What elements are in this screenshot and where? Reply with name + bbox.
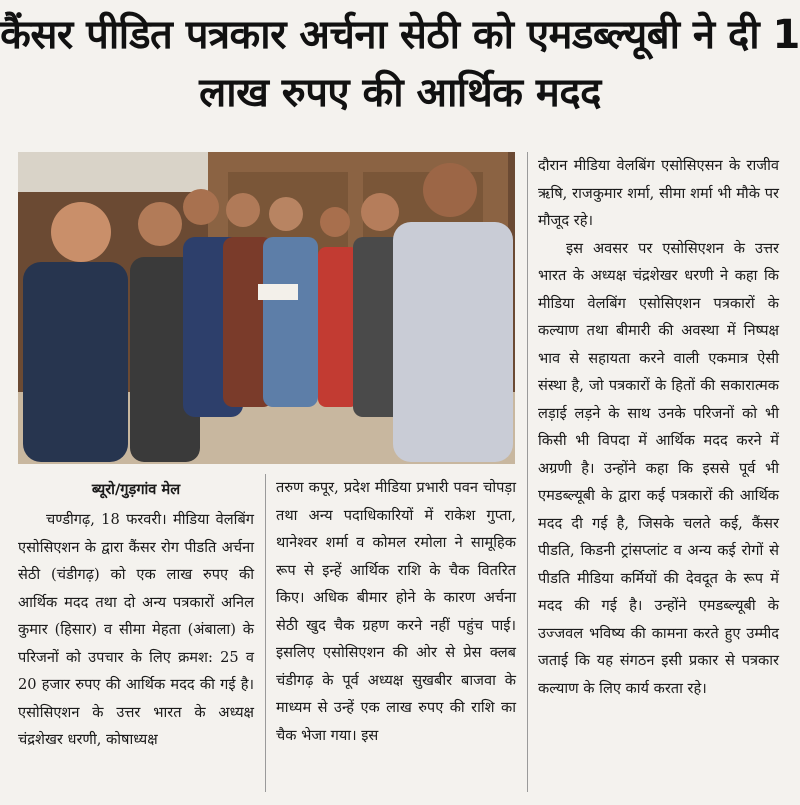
column-divider [527,152,528,792]
group-photo-image [18,152,515,464]
paragraph: चण्डीगढ़, 18 फरवरी। मीडिया वेलबिंग एसोसिएशन के द्वारा कैंसर रोग पीडति अर्चना सेठी (चंडीगढ़) को एक लाख रुपए की आर्थिक मदद तथा दो अन्य पत्रकारों अनिल कुमार (हिसार) व सीमा मेहता (अंबाला) के परिजनों को उपचार के लिए क्रमश: 25 व 20 हजार रुपए की आर्थिक मदद की गई है। एसोसिएशन के उत्तर भारत के अध्यक्ष चंद्रशेखर धरणी, कोषाध्यक्ष [18,511,254,748]
article-column-left [18,474,254,754]
article-column-middle [276,474,516,749]
byline: ब्यूरो/गुड़गांव मेल [91,481,181,498]
paragraph: इस अवसर पर एसोसिएशन के उत्तर भारत के अध्यक्ष चंद्रशेखर धरणी ने कहा कि मीडिया वेलबिंग एसोसिएशन पत्रकारों के कल्याण तथा बीमारी की अवस्था में निष्पक्ष भाव से सहायता करने वाली एकमात्र ऐसी संस्था है, जो पत्रकारों के हितों की सकारात्मक लड़ाई लड़ने के साथ उनके परिजनों को भी किसी भी विपदा में आर्थिक मदद करने में अग्रणी है। उन्होंने कहा कि इससे पूर्व भी एमडब्ल्यूबी के द्वारा कई पत्रकारों की आर्थिक मदद दी गई है, जिसके चलते कई, कैंसर पीडति, किडनी ट्रांसप्लांट व अन्य कई रोगों से पीडति मीडिया कर्मियों की देवदूत के रूप में मदद की गई है। उन्होंने एमडब्ल्यूबी के उज्जवल भविष्य की कामना करते हुए उम्मीद जताई कि यह संगठन इसी प्रकार से पत्रकार कल्याण के लिए कार्य करता रहे। [538,239,779,697]
headline: कैंसर पीडित पत्रकार अर्चना सेठी को एमडब्ल्यूबी ने दी 1 लाख रुपए की आर्थिक मदद [0,12,800,116]
group-photo [18,152,515,464]
column-divider [265,474,266,792]
paragraph: तरुण कपूर, प्रदेश मीडिया प्रभारी पवन चोपड़ा तथा अन्य पदाधिकारियों में राकेश गुप्ता, थानेश्वर शर्मा व कोमल रमोला ने सामूहिक रूप से इन्हें आर्थिक राशि के चैक वितरित किए। अधिक बीमार होने के कारण अर्चना सेठी खुद चैक ग्रहण करने नहीं पहुंच पाई। इसलिए एसोसिएशन की ओर से प्रेस क्लब चंडीगढ़ के पूर्व अध्यक्ष सुखबीर बाजवा के माध्यम से उन्हें एक लाख रुपए की राशि का चैक भेजा गया। इस [276,479,516,744]
article-column-right [538,152,779,702]
paragraph: दौरान मीडिया वेलबिंग एसोसिएसन के राजीव ऋषि, राजकुमार शर्मा, सीमा शर्मा भी मौके पर मौजूद रहे। [538,157,779,229]
